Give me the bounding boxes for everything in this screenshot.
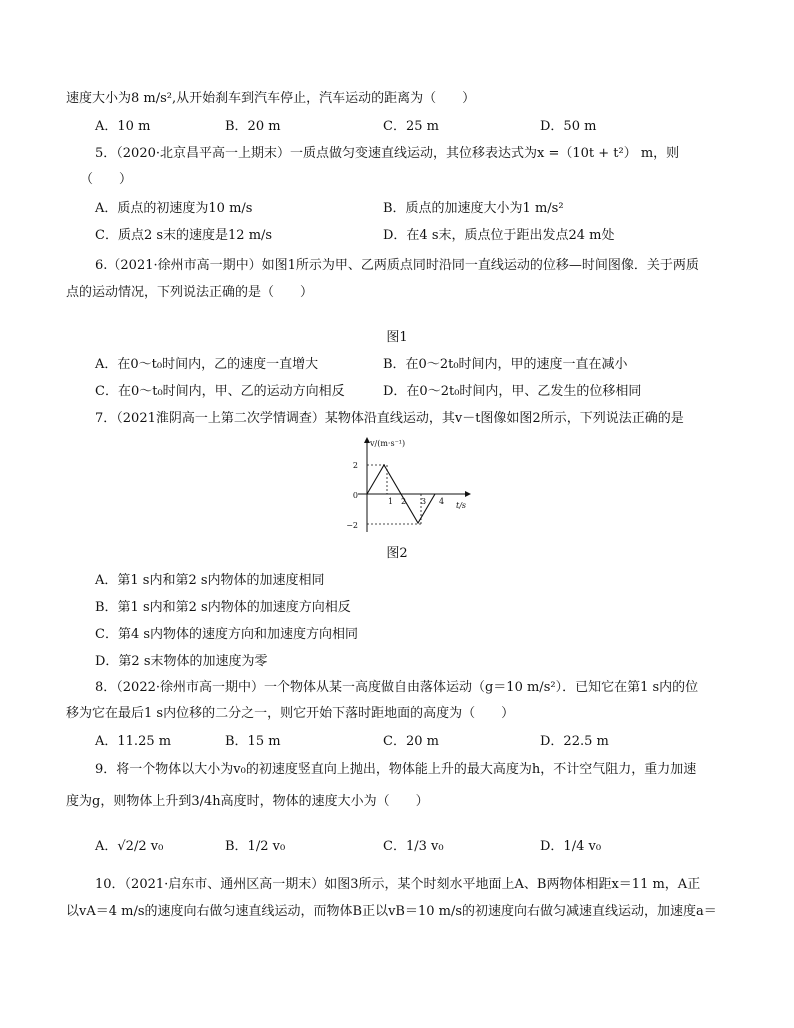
q8-option-a[interactable]: A．11.25 m: [95, 734, 172, 749]
y-axis-label: v/(m·s⁻¹): [370, 439, 406, 448]
q6-option-d[interactable]: D．在0～2t₀时间内，甲、乙发生的位移相同: [383, 384, 642, 399]
x-tick-4: 4: [439, 497, 445, 506]
q7-stem: 7．（2021淮阴高一上第二次学情调查）某物体沿直线运动，其v－t图像如图2所示，下列说法正确的是: [95, 411, 684, 426]
x-tick-1: 1: [388, 497, 394, 506]
q8-stem-line1: 8．（2022·徐州市高一期中）一个物体从某一高度做自由落体运动（g＝10 m/s²）．已知它在第1 s内的位: [95, 680, 699, 695]
q5-option-a[interactable]: A．质点的初速度为10 m/s: [95, 201, 253, 216]
q5-stem-line1: 5．（2020·北京昌平高一上期末）一质点做匀变速直线运动，其位移表达式为x =（10t + t²） m，则: [95, 146, 680, 161]
x-axis-label: t/s: [456, 501, 467, 510]
q10-stem-line2: 以vA＝4 m/s的速度向右做匀速直线运动，而物体B正以vB＝10 m/s的初速度向右做匀减速直线运动，加速度a＝: [66, 904, 717, 919]
figure-2-caption: 图2: [386, 546, 408, 561]
q5-option-b[interactable]: B．质点的加速度大小为1 m/s²: [383, 201, 564, 216]
q4-stem-tail: 速度大小为8 m/s²,从开始刹车到汽车停止，汽车运动的距离为（ ）: [66, 91, 476, 106]
y-tick-2: 2: [352, 461, 358, 470]
q7-option-d[interactable]: D．第2 s末物体的加速度为零: [95, 654, 268, 669]
q7-option-b[interactable]: B．第1 s内和第2 s内物体的加速度方向相反: [95, 600, 351, 615]
q9-option-b[interactable]: B．1/2 v₀: [225, 839, 286, 854]
q9-option-d[interactable]: D．1/4 v₀: [540, 839, 602, 854]
x-tick-3: 3: [421, 497, 427, 506]
q8-option-c[interactable]: C．20 m: [383, 734, 439, 749]
q8-option-d[interactable]: D．22.5 m: [540, 734, 609, 749]
q4-option-d[interactable]: D．50 m: [540, 119, 597, 134]
q8-stem-line2: 移为它在最后1 s内位移的二分之一，则它开始下落时距地面的高度为（ ）: [66, 706, 515, 721]
x-tick-2: 2: [401, 497, 407, 506]
y-tick-neg2: −2: [346, 521, 358, 530]
q7-option-a[interactable]: A．第1 s内和第2 s内物体的加速度相同: [95, 573, 325, 588]
q5-stem-line2: （ ）: [80, 172, 133, 187]
q10-stem-line1: 10．（2021·启东市、通州区高一期末）如图3所示，某个时刻水平地面上A、B两物体相距x＝11 m，A正: [95, 877, 701, 892]
q9-stem-line2: 度为g，则物体上升到3/4h高度时，物体的速度大小为（ ）: [66, 794, 429, 809]
q9-option-c[interactable]: C．1/3 v₀: [383, 839, 444, 854]
q5-option-d[interactable]: D．在4 s末，质点位于距出发点24 m处: [383, 228, 615, 243]
q9-option-a[interactable]: A．√2/2 v₀: [95, 839, 164, 854]
q5-option-c[interactable]: C．质点2 s末的速度是12 m/s: [95, 228, 273, 243]
y-tick-0: 0: [352, 491, 358, 500]
q9-stem-line1: 9．将一个物体以大小为v₀的初速度竖直向上抛出，物体能上升的最大高度为h，不计空气阻力，重力加速: [95, 762, 697, 777]
q4-option-b[interactable]: B．20 m: [225, 119, 281, 134]
q6-stem-line2: 点的运动情况，下列说法正确的是（ ）: [66, 285, 314, 300]
figure-1-caption: 图1: [386, 330, 408, 345]
q6-option-c[interactable]: C．在0～t₀时间内，甲、乙的运动方向相反: [95, 384, 345, 399]
q7-option-c[interactable]: C．第4 s内物体的速度方向和加速度方向相同: [95, 627, 359, 642]
q6-option-a[interactable]: A．在0～t₀时间内，乙的速度一直增大: [95, 357, 319, 372]
figure-2-vt-graph: [320, 432, 480, 540]
q6-option-b[interactable]: B．在0～2t₀时间内，甲的速度一直在减小: [383, 357, 628, 372]
q4-option-c[interactable]: C．25 m: [383, 119, 439, 134]
q8-option-b[interactable]: B．15 m: [225, 734, 281, 749]
q6-stem-line1: 6.（2021·徐州市高一期中）如图1所示为甲、乙两质点同时沿同一直线运动的位移—时间图像．关于两质: [95, 258, 699, 273]
q4-option-a[interactable]: A．10 m: [95, 119, 151, 134]
